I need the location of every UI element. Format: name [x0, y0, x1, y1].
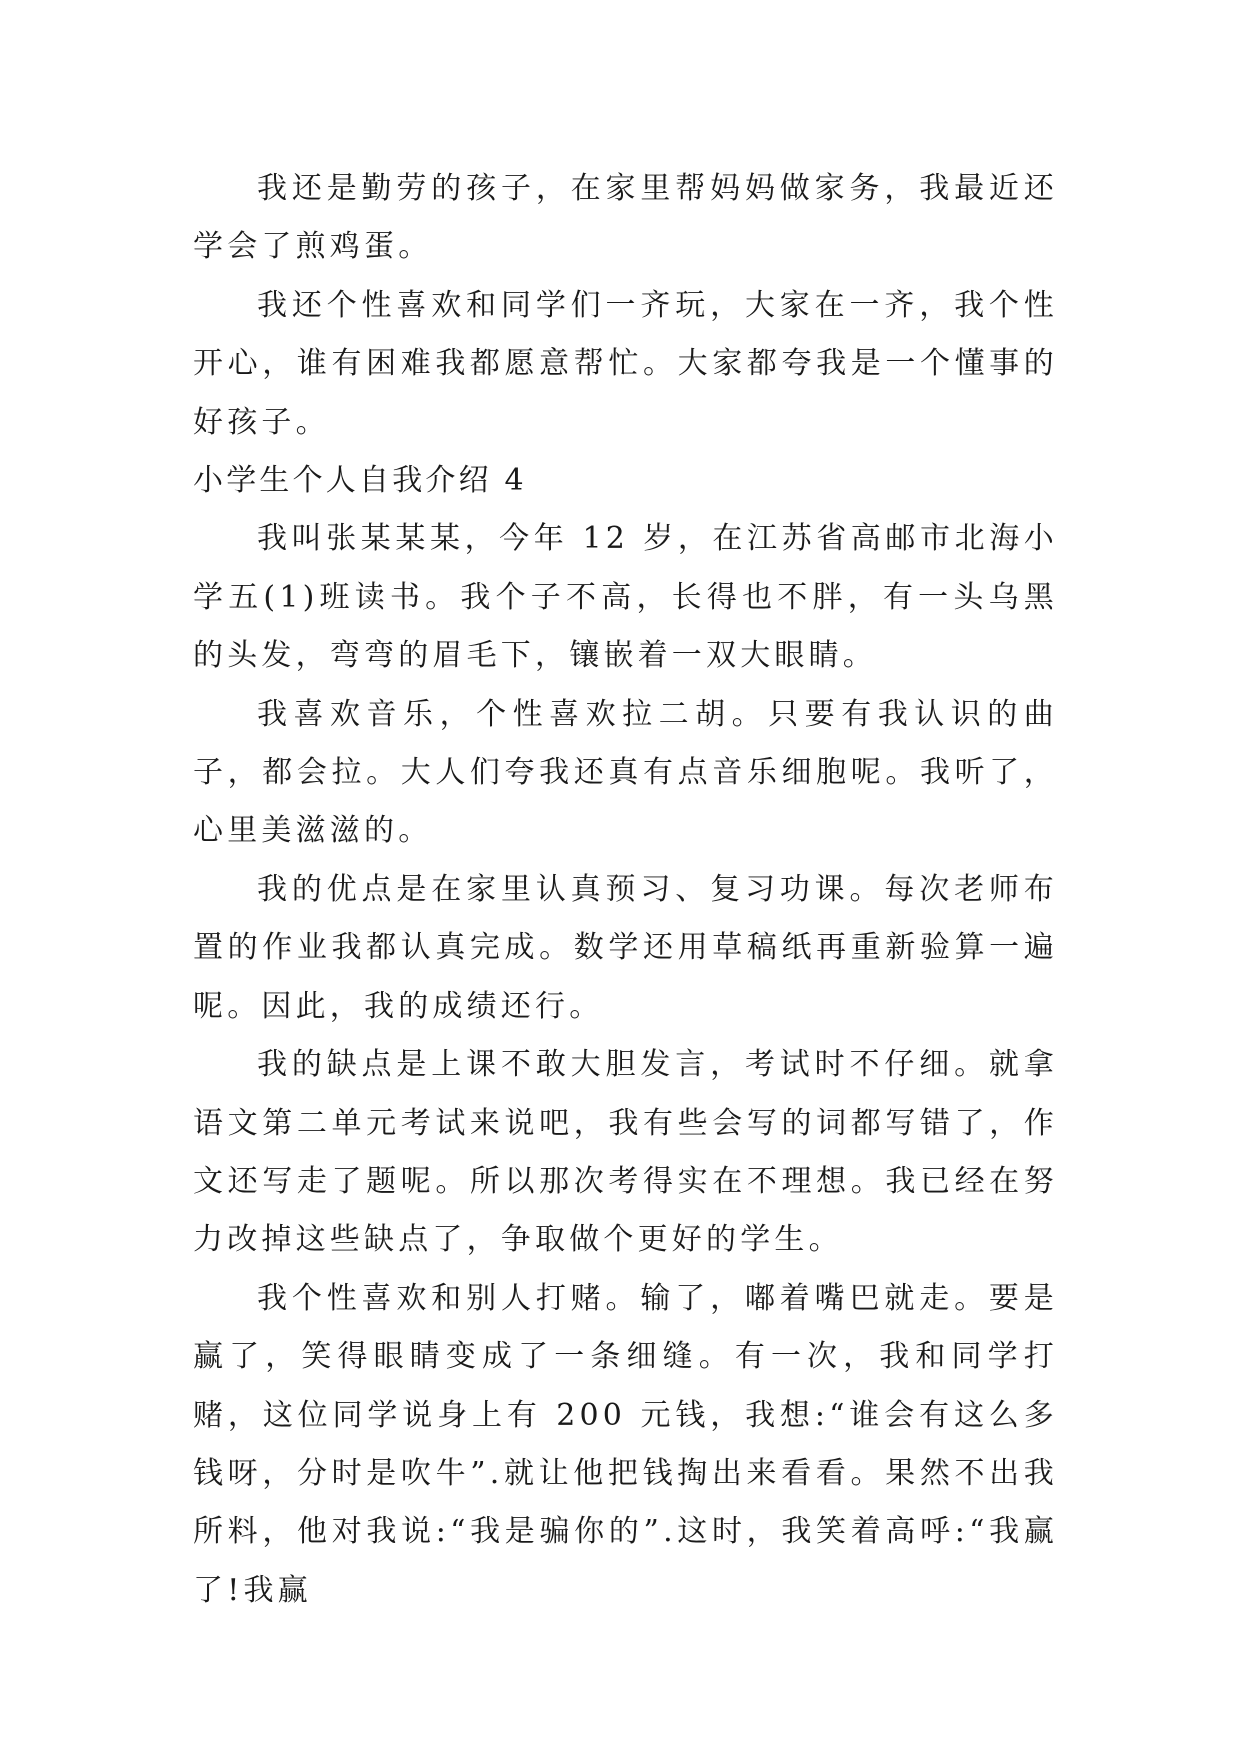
paragraph: 我的缺点是上课不敢大胆发言，考试时不仔细。就拿语文第二单元考试来说吧，我有些会写的词都写错了，作文还写走了题呢。所以那次考得实在不理想。我已经在努力改掉这些缺点了，争取做个更好的学生。: [193, 1047, 1058, 1258]
paragraph: 我还是勤劳的孩子，在家里帮妈妈做家务，我最近还学会了煎鸡蛋。: [193, 171, 1058, 265]
paragraph: 我还个性喜欢和同学们一齐玩，大家在一齐，我个性开心，谁有困难我都愿意帮忙。大家都夸我是一个懂事的好孩子。: [193, 287, 1058, 440]
paragraph: 我喜欢音乐，个性喜欢拉二胡。只要有我认识的曲子，都会拉。大人们夸我还真有点音乐细胞呢。我听了，心里美滋滋的。: [193, 696, 1058, 849]
paragraph: 我叫张某某某，今年 12 岁，在江苏省高邮市北海小学五(1)班读书。我个子不高，长得也不胖，有一头乌黑的头发，弯弯的眉毛下，镶嵌着一双大眼睛。: [193, 521, 1058, 674]
paragraph: 我的优点是在家里认真预习、复习功课。每次老师布置的作业我都认真完成。数学还用草稿纸再重新验算一遍呢。因此，我的成绩还行。: [193, 871, 1058, 1024]
section-title: 小学生个人自我介绍 4: [193, 463, 527, 499]
paragraph: 我个性喜欢和别人打赌。输了，嘟着嘴巴就走。要是赢了，笑得眼睛变成了一条细缝。有一次，我和同学打赌，这位同学说身上有 200 元钱，我想:“谁会有这么多钱呀，分时是吹牛”.就让他把钱掏出来看看。果然不出我所料，他对我说:“我是骗你的”.这时，我笑着高呼:“我赢了!我赢: [193, 1280, 1058, 1608]
document-body: [193, 160, 1058, 1620]
